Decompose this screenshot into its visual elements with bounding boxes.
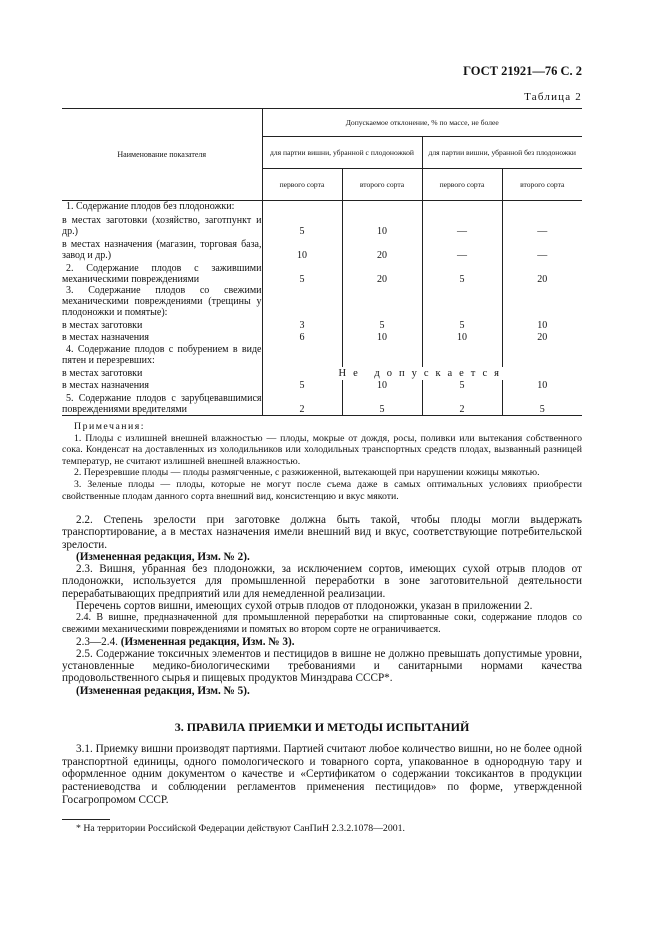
footnote-divider — [62, 819, 110, 820]
note-2: 2. Перезревшие плоды — плоды размягченные, с разжиженной, вытекающей при нарушении кожицы мякотью. — [74, 467, 540, 479]
grade-header: первого сорта — [262, 169, 342, 201]
table-row: в местах назначения 6 10 10 20 — [62, 332, 582, 344]
table-row: 2. Содержание плодов с зажившими механическими повреждениями 5 20 5 20 — [62, 261, 582, 285]
clause-2-4: 2.4. В вишне, предназначенной для промышленной переработки на спиртованные соки, содержание плодов со свежими механическими повреждениями и помятых во втором сорте не ограничивается. — [62, 612, 582, 635]
amendment-5: (Измененная редакция, Изм. № 5). — [76, 684, 250, 697]
not-allowed-note: Не допускается — [262, 367, 582, 380]
clause-3-1: 3.1. Приемку вишни производят партиями. Партией считают любое количество вишни, но не более одной транспортной единицы, одного помологического и товарного сорта, упакованное в однородную тару и оформленное одним документом о качестве и «Сертификатом о содержании токсикантов в продукции растениеводства и соблюдении регламентов применения пестицидов» по форме, утвержденной Госагропромом СССР. — [62, 743, 582, 806]
section-text — [62, 743, 582, 807]
requirements-table — [62, 108, 582, 416]
table-row: 1. Содержание плодов без плодоножки: — [62, 201, 582, 213]
table-row: в местах заготовки Не допускается — [62, 367, 582, 380]
section-title: 3. ПРАВИЛА ПРИЕМКИ И МЕТОДЫ ИСПЫТАНИЙ — [174, 720, 470, 734]
grade-header: второго сорта — [502, 169, 582, 201]
grade-header: второго сорта — [342, 169, 422, 201]
table-row: в местах назначения 5 10 5 10 — [62, 380, 582, 392]
table-notes — [62, 421, 582, 502]
grade-header: первого сорта — [422, 169, 502, 201]
subheader-with-stem: для партии вишни, убранной с плодоножкой — [262, 137, 422, 169]
col-name-header: Наименование показателя — [62, 109, 262, 201]
subheader-without-stem: для партии вишни, убранной без плодоножки — [422, 137, 582, 169]
amendment-2: (Измененная редакция, Изм. № 2). — [76, 550, 250, 563]
requirements-text — [62, 514, 582, 697]
clause-2-5: 2.5. Содержание токсичных элементов и пестицидов в вишне не должно превышать допустимые уровни, установленные медико-биологическими требованиями и санитарными нормами качества продовольственного сырья и пищевых продуктов Минздрава СССР*. — [62, 647, 582, 685]
clause-2-2: 2.2. Степень зрелости при заготовке должна быть такой, чтобы плоды могли выдержать транспортирование, а в местах назначения имели внешний вид и вкус, соответствующие потребительской зрелости. — [62, 514, 582, 551]
note-3: 3. Зеленые плоды — плоды, которые не могут после съема даже в самых оптимальных условиях приобрести свойственные плодам данного сорта внешний вид, консистенцию и вкус мякоти. — [62, 478, 582, 502]
table-label: Таблица 2 — [524, 91, 582, 103]
page-header: ГОСТ 21921—76 С. 2 — [463, 64, 582, 78]
table-row: в местах заготовки (хозяйство, заготпункт и др.) 5 10 — — — [62, 213, 582, 237]
clause-2-3-list: Перечень сортов вишни, имеющих сухой отрыв плодов от плодоножки, указан в приложении 2. — [76, 600, 533, 613]
table-row: 4. Содержание плодов с побурением в виде пятен и перезревших: — [62, 344, 582, 367]
note-1: 1. Плоды с излишней внешней влажностью — плоды, мокрые от дождя, росы, поливки или вытекания собственного сока. Конденсат на доставленных из холодильников или холодильных транспортных средств плодах, вызванный разницей температур, не считают излишней внешней влажностью. — [62, 432, 582, 467]
table-row: в местах назначения (магазин, торговая база, завод и др.) 10 20 — — — [62, 237, 582, 261]
clause-2-3: 2.3. Вишня, убранная без плодоножки, за исключением сортов, имеющих сухой отрыв плодов от плодоножки, используется для промышленной переработки в зоне заготовительной деятельности перерабатывающих предприятий или для немедленной реализации. — [62, 563, 582, 600]
col-group-header: Допускаемое отклонение, % по массе, не более — [262, 109, 582, 137]
table-row: 3. Содержание плодов со свежими механическими повреждениями (трещины у плодоножки и помятые): — [62, 285, 582, 319]
amendment-3: (Измененная редакция, Изм. № 3). — [120, 635, 295, 648]
table-row: 5. Содержание плодов с зарубцевавшимися повреждениями вредителями 2 5 2 5 — [62, 392, 582, 416]
notes-heading: Примечания: — [74, 421, 146, 432]
amendment-3-line — [62, 636, 582, 648]
table-row: в местах заготовки 3 5 5 10 — [62, 319, 582, 332]
clause-range: 2.3—2.4. — [76, 635, 118, 648]
footnote: * На территории Российской Федерации действуют СанПиН 2.3.2.1078—2001. — [76, 823, 405, 834]
